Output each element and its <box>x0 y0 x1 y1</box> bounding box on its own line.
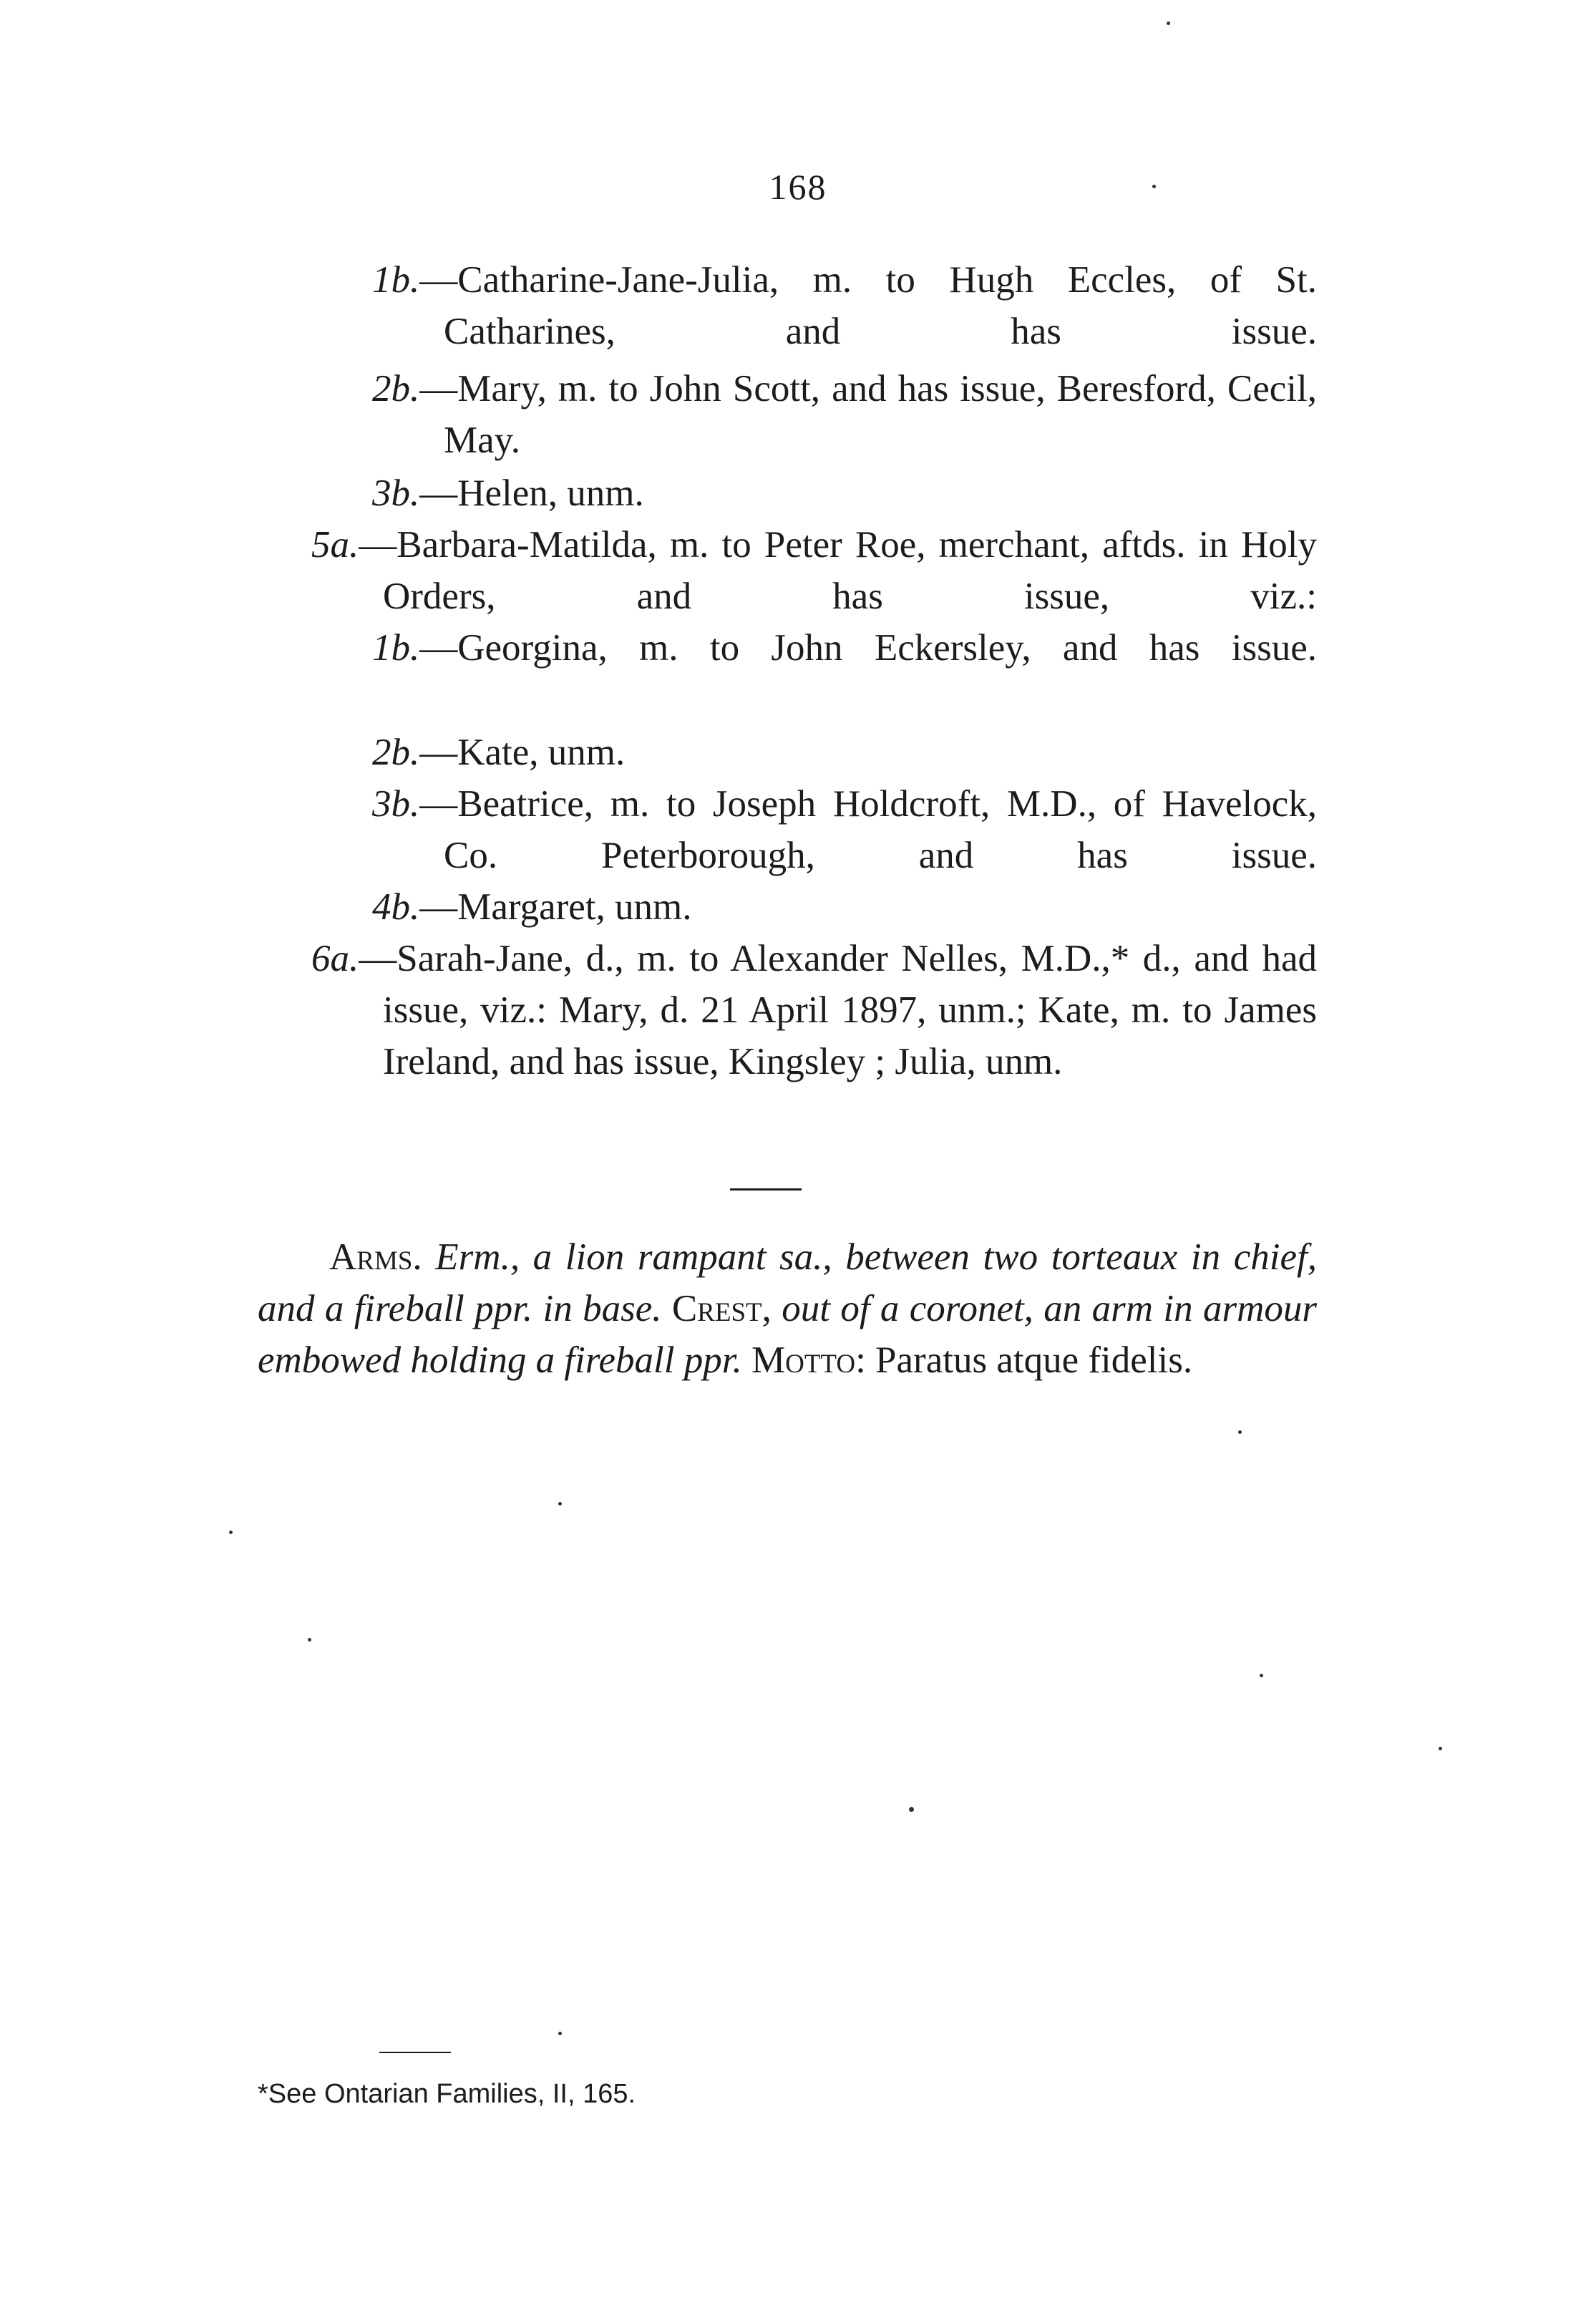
entry-barbara <box>311 519 1317 622</box>
entry-tag: 6a. <box>311 938 359 979</box>
arms-text: Erm., a lion rampant sa., between two torteaux in chief, and a fireball ppr. in base. <box>258 1236 1318 1329</box>
entry-text: —Beatrice, m. to Joseph Holdcroft, M.D., of Havelock, Co. Peterborough, and has issue. <box>419 783 1317 876</box>
crest-text: out of a coronet, an arm in armour embowed holding a fireball ppr. <box>258 1288 1317 1381</box>
entry-kate <box>372 727 1317 778</box>
entry-mary <box>372 363 1317 466</box>
entry-tag: 5a. <box>311 524 359 566</box>
motto-label: Motto: <box>751 1339 866 1381</box>
arms-blazon <box>258 1231 1317 1386</box>
entry-text: —Margaret, unm. <box>419 886 692 928</box>
entry-helen <box>372 467 1317 519</box>
entry-text: —Sarah-Jane, d., m. to Alexander Nelles, M.D.,* d., and had issue, viz.: Mary, d. 21 April 1897, unm.; Kate, m. to James Ireland, and has issue, Kingsley ; Julia, unm. <box>359 938 1317 1082</box>
entry-beatrice <box>372 778 1317 881</box>
entry-text: —Barbara-Matilda, m. to Peter Roe, merchant, aftds. in Holy Orders, and has issue, viz.: <box>359 524 1317 617</box>
scan-speck <box>1152 185 1156 188</box>
crest-label: Crest, <box>671 1288 772 1329</box>
scan-speck <box>1439 1747 1442 1750</box>
entry-text: —Helen, unm. <box>419 472 644 514</box>
entry-tag: 2b. <box>372 368 420 409</box>
entry-text: —Mary, m. to John Scott, and has issue, Beresford, Cecil, May. <box>419 368 1317 461</box>
entry-tag: 4b. <box>372 886 420 928</box>
arms-label: Arms. <box>329 1236 422 1278</box>
entry-georgina <box>372 622 1317 674</box>
entry-catharine <box>372 254 1317 357</box>
entry-tag: 3b. <box>372 472 420 514</box>
scan-speck <box>229 1531 233 1534</box>
entry-margaret <box>372 881 1317 933</box>
footnote-divider <box>379 2052 451 2053</box>
scan-speck <box>909 1807 914 1812</box>
scan-speck <box>308 1638 311 1642</box>
scan-speck <box>1238 1430 1242 1434</box>
entry-tag: 1b. <box>372 259 420 301</box>
entry-tag: 2b. <box>372 732 420 773</box>
scan-speck <box>558 2032 562 2035</box>
page-number: 168 <box>769 167 827 207</box>
entry-tag: 1b. <box>372 627 420 669</box>
footnote: *See Ontarian Families, II, 165. <box>258 2079 636 2109</box>
entry-text: —Catharine-Jane-Julia, m. to Hugh Eccles, of St. Catharines, and has issue. <box>419 259 1317 352</box>
entry-text: —Georgina, m. to John Eckersley, and has issue. <box>419 627 1317 669</box>
entry-text: —Kate, unm. <box>419 732 626 773</box>
section-divider <box>730 1188 802 1191</box>
scan-speck <box>1260 1674 1263 1677</box>
entry-tag: 3b. <box>372 783 420 825</box>
scan-speck <box>1167 21 1170 25</box>
entry-sarah-jane <box>311 933 1317 1087</box>
scan-speck <box>558 1502 562 1506</box>
motto-text: Paratus atque fidelis. <box>875 1339 1193 1381</box>
